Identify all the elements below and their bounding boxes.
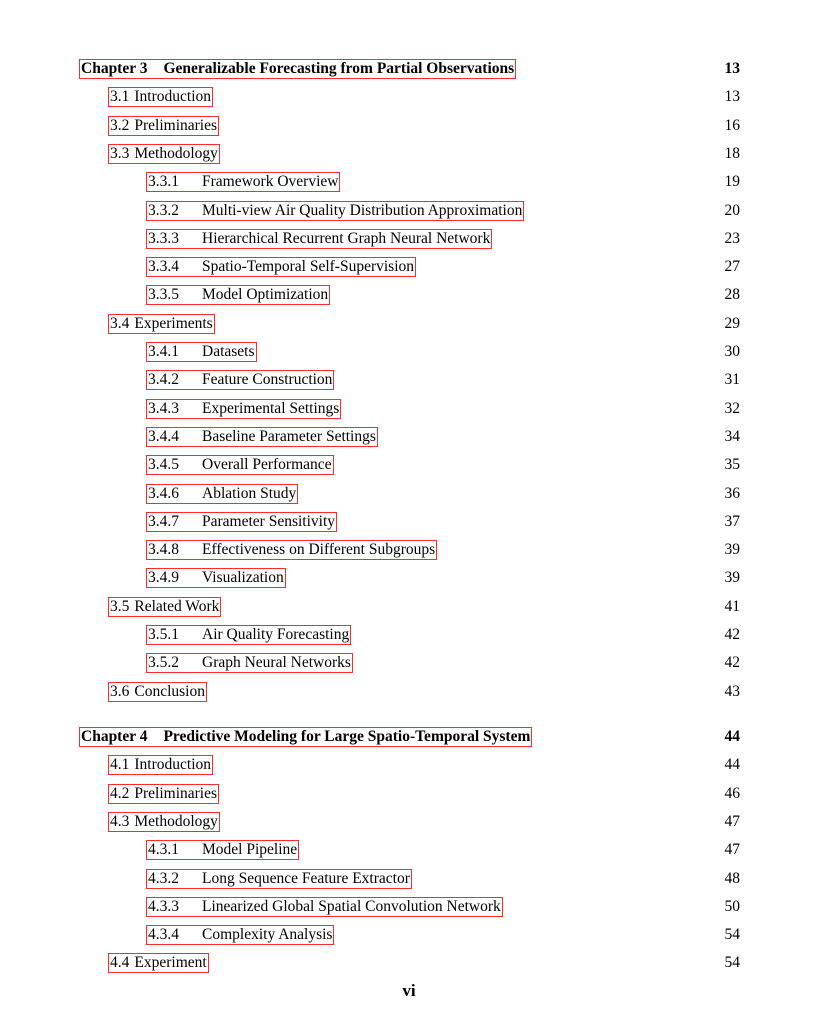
toc-link[interactable] — [109, 88, 212, 106]
toc-entry-number: 3.5.2 — [148, 654, 179, 671]
toc-entry-title: Parameter Sensitivity — [202, 513, 336, 530]
toc-subsection-entry — [0, 286, 818, 308]
toc-page-number: 37 — [724, 513, 740, 530]
toc-subsection-entry — [0, 926, 818, 948]
toc-section-entry — [0, 813, 818, 835]
toc-link[interactable] — [147, 202, 523, 220]
toc-subsection-entry — [0, 654, 818, 676]
toc-page-number: 41 — [724, 598, 740, 615]
toc-page-number: 28 — [724, 286, 740, 303]
toc-link[interactable] — [147, 870, 411, 888]
toc-subsection-entry — [0, 569, 818, 591]
toc-entry-title: Experiments — [134, 315, 213, 332]
toc-entry-number: 3.3.1 — [148, 173, 179, 190]
toc-link[interactable] — [147, 456, 333, 474]
toc-page-number: 13 — [724, 88, 740, 105]
toc-section-entry — [0, 598, 818, 620]
toc-section-entry — [0, 315, 818, 337]
toc-page-number: 54 — [724, 954, 740, 971]
toc-section-entry — [0, 145, 818, 167]
toc-entry-number: 4.4 — [110, 954, 130, 971]
toc-page-number: 50 — [724, 898, 740, 915]
toc-subsection-entry — [0, 400, 818, 422]
toc-entry-title: Datasets — [202, 343, 255, 360]
toc-entry-title: Generalizable Forecasting from Partial Observations — [163, 60, 515, 77]
toc-entry-number: 3.6 — [110, 683, 130, 700]
toc-entry-title: Introduction — [134, 756, 211, 773]
toc-entry-number: 4.3 — [110, 813, 130, 830]
toc-page-number: 39 — [724, 569, 740, 586]
toc-entry-number: 3.3 — [110, 145, 130, 162]
toc-section-entry — [0, 756, 818, 778]
toc-entry-number: 3.1 — [110, 88, 130, 105]
toc-entry-number: Chapter 4 — [81, 728, 148, 745]
toc-link[interactable] — [147, 898, 502, 916]
toc-section-entry — [0, 683, 818, 705]
toc-page-number: 44 — [724, 756, 740, 773]
toc-link[interactable] — [147, 428, 377, 446]
toc-subsection-entry — [0, 343, 818, 365]
page-number: vi — [402, 981, 416, 1000]
toc-link[interactable] — [147, 371, 333, 389]
toc-link[interactable] — [109, 756, 212, 774]
toc-link[interactable] — [109, 683, 206, 701]
toc-entry-number: Chapter 3 — [81, 60, 148, 77]
toc-subsection-entry — [0, 541, 818, 563]
toc-entry-number: 3.2 — [110, 117, 130, 134]
toc-entry-title: Predictive Modeling for Large Spatio-Temporal System — [163, 728, 531, 745]
toc-entry-number: 3.4.9 — [148, 569, 179, 586]
toc-subsection-entry — [0, 230, 818, 252]
toc-page-number: 48 — [724, 870, 740, 887]
toc-link[interactable] — [147, 343, 256, 361]
toc-page-number: 39 — [724, 541, 740, 558]
toc-subsection-entry — [0, 870, 818, 892]
toc-entry-title: Framework Overview — [202, 173, 339, 190]
toc-page-number: 42 — [724, 626, 740, 643]
toc-page-number: 46 — [724, 785, 740, 802]
toc-link[interactable] — [147, 654, 352, 672]
toc-subsection-entry — [0, 485, 818, 507]
toc-entry-title: Experiment — [134, 954, 207, 971]
toc-subsection-entry — [0, 513, 818, 535]
toc-link[interactable] — [147, 173, 339, 191]
toc-page-number: 42 — [724, 654, 740, 671]
toc-entry-number: 3.4.2 — [148, 371, 179, 388]
toc-entry-number: 3.5.1 — [148, 626, 179, 643]
toc-page-number: 34 — [724, 428, 740, 445]
toc-section-entry — [0, 954, 818, 976]
toc-link[interactable] — [109, 145, 219, 163]
toc-entry-title: Effectiveness on Different Subgroups — [202, 541, 436, 558]
toc-entry-title: Baseline Parameter Settings — [202, 428, 376, 445]
toc-entry-title: Preliminaries — [134, 117, 218, 134]
toc-entry-number: 4.2 — [110, 785, 130, 802]
toc-entry-title: Linearized Global Spatial Convolution Network — [202, 898, 501, 915]
toc-page-number: 16 — [724, 117, 740, 134]
toc-page-number: 30 — [724, 343, 740, 360]
toc-entry-title: Visualization — [202, 569, 284, 586]
toc-entry-title: Overall Performance — [202, 456, 332, 473]
toc-entry-number: 4.3.3 — [148, 898, 179, 915]
toc-subsection-entry — [0, 173, 818, 195]
toc-entry-number: 4.3.1 — [148, 841, 179, 858]
toc-link[interactable] — [80, 728, 531, 746]
toc-subsection-entry — [0, 428, 818, 450]
toc-entry-number: 3.4.1 — [148, 343, 179, 360]
toc-page-number: 47 — [724, 813, 740, 830]
toc-page-number: 20 — [724, 202, 740, 219]
toc-page-number: 43 — [724, 683, 740, 700]
toc-entry-title: Conclusion — [134, 683, 205, 700]
toc-page-number: 32 — [724, 400, 740, 417]
toc-entry-title: Hierarchical Recurrent Graph Neural Network — [202, 230, 491, 247]
toc-section-entry — [0, 117, 818, 139]
toc-subsection-entry — [0, 202, 818, 224]
toc-entry-title: Related Work — [134, 598, 220, 615]
toc-link[interactable] — [109, 598, 220, 616]
toc-link[interactable] — [109, 785, 218, 803]
toc-entry-number: 3.3.4 — [148, 258, 179, 275]
toc-link[interactable] — [147, 569, 285, 587]
toc-link[interactable] — [147, 400, 340, 418]
toc-entry-number: 3.3.5 — [148, 286, 179, 303]
toc-link[interactable] — [147, 230, 491, 248]
toc-entry-title: Spatio-Temporal Self-Supervision — [202, 258, 415, 275]
toc-entry-title: Model Pipeline — [202, 841, 298, 858]
toc-entry-title: Methodology — [134, 813, 218, 830]
toc-entry-number: 3.4 — [110, 315, 130, 332]
toc-link[interactable] — [80, 60, 515, 78]
toc-entry-number: 3.4.3 — [148, 400, 179, 417]
toc-entry-number: 4.3.2 — [148, 870, 179, 887]
toc-entry-title: Graph Neural Networks — [202, 654, 351, 671]
toc-subsection-entry — [0, 626, 818, 648]
toc-entry-number: 3.3.3 — [148, 230, 179, 247]
toc-entry-number: 3.4.4 — [148, 428, 179, 445]
toc-entry-title: Preliminaries — [134, 785, 218, 802]
toc-subsection-entry — [0, 898, 818, 920]
toc-link[interactable] — [147, 286, 329, 304]
toc-page-number: 35 — [724, 456, 740, 473]
toc-page-number: 18 — [724, 145, 740, 162]
toc-link[interactable] — [109, 813, 219, 831]
toc-link[interactable] — [109, 117, 218, 135]
toc-entry-number: 3.3.2 — [148, 202, 179, 219]
toc-entry-title: Multi-view Air Quality Distribution Approximation — [202, 202, 523, 219]
toc-entry-title: Complexity Analysis — [202, 926, 333, 943]
toc-subsection-entry — [0, 258, 818, 280]
toc-page-number: 54 — [724, 926, 740, 943]
toc-entry-title: Feature Construction — [202, 371, 333, 388]
toc-link[interactable] — [109, 315, 214, 333]
toc-link[interactable] — [109, 954, 208, 972]
toc-entry-number: 4.1 — [110, 756, 130, 773]
toc-page-number: 31 — [724, 371, 740, 388]
toc-section-entry — [0, 785, 818, 807]
toc-entry-title: Methodology — [134, 145, 218, 162]
toc-entry-number: 3.4.5 — [148, 456, 179, 473]
toc-subsection-entry — [0, 841, 818, 863]
toc-entry-title: Ablation Study — [202, 485, 297, 502]
toc-page-number: 29 — [724, 315, 740, 332]
toc-page-number: 27 — [724, 258, 740, 275]
toc-entry-title: Air Quality Forecasting — [202, 626, 350, 643]
toc-entry-title: Introduction — [134, 88, 211, 105]
toc-page-number: 19 — [724, 173, 740, 190]
toc-page-number: 23 — [724, 230, 740, 247]
toc-entry-number: 3.4.8 — [148, 541, 179, 558]
toc-entry-number: 3.4.7 — [148, 513, 179, 530]
toc-entry-number: 4.3.4 — [148, 926, 179, 943]
toc-link[interactable] — [147, 513, 336, 531]
toc-entry-number: 3.4.6 — [148, 485, 179, 502]
toc-link[interactable] — [147, 258, 415, 276]
toc-subsection-entry — [0, 371, 818, 393]
toc-entry-title: Model Optimization — [202, 286, 329, 303]
toc-subsection-entry — [0, 456, 818, 478]
toc-link[interactable] — [147, 626, 350, 644]
toc-page-number: 36 — [724, 485, 740, 502]
toc-chapter-entry — [0, 728, 818, 750]
toc-section-entry — [0, 88, 818, 110]
toc-entry-title: Experimental Settings — [202, 400, 340, 417]
toc-link[interactable] — [147, 926, 333, 944]
toc-entry-number: 3.5 — [110, 598, 130, 615]
toc-link[interactable] — [147, 541, 436, 559]
toc-link[interactable] — [147, 841, 298, 859]
toc-link[interactable] — [147, 485, 297, 503]
toc-entry-title: Long Sequence Feature Extractor — [202, 870, 410, 887]
toc-page-number: 44 — [724, 728, 740, 745]
toc-page-number: 47 — [724, 841, 740, 858]
toc-chapter-entry — [0, 60, 818, 82]
toc-page-number: 13 — [724, 60, 740, 77]
